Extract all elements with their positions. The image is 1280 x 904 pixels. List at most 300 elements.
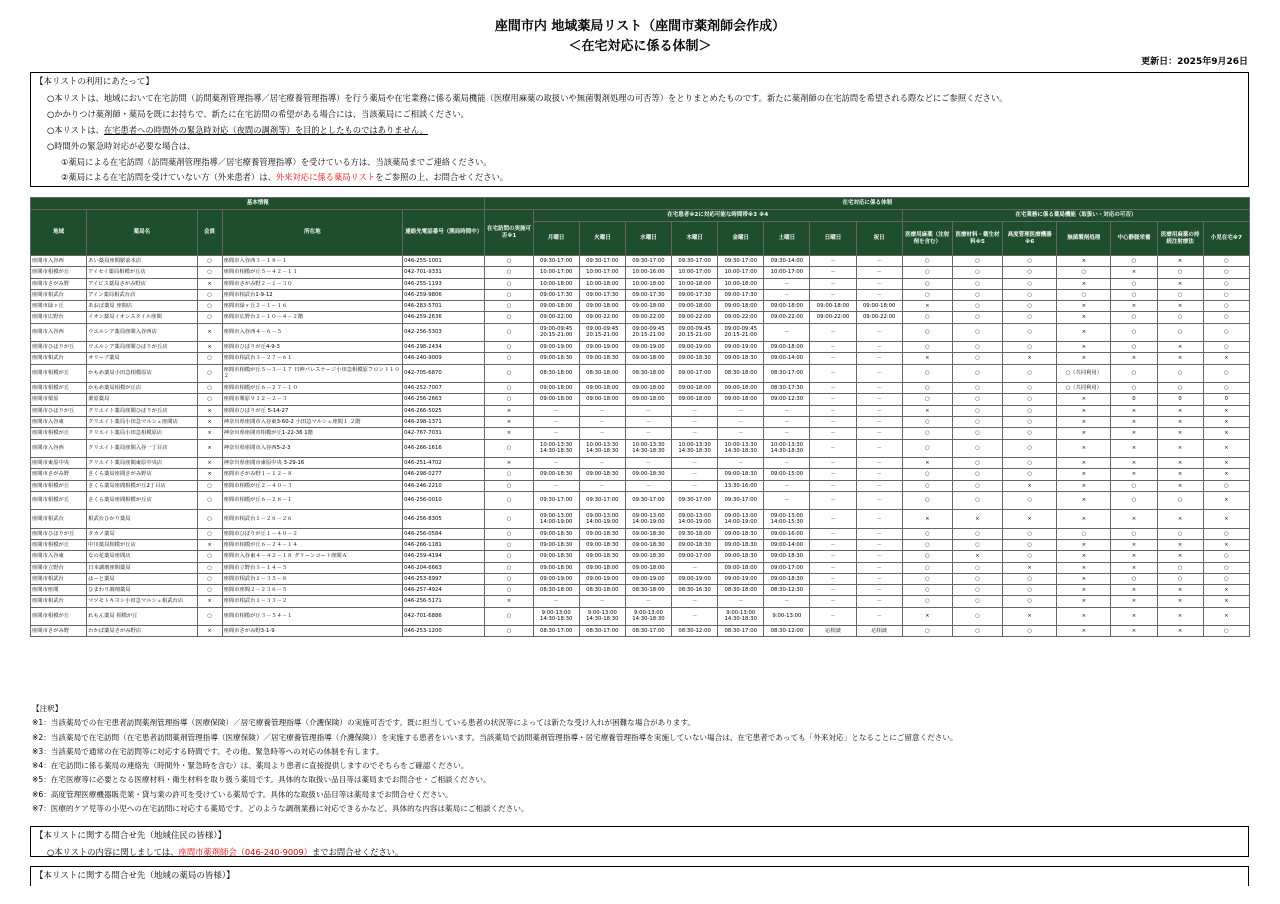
table-cell: × — [197, 278, 222, 289]
table-row — [31, 428, 1250, 439]
table-cell: － — [810, 394, 856, 405]
table-cell: × — [1111, 353, 1157, 364]
table-cell: × — [1203, 439, 1249, 457]
table-cell: かもめ薬局相模が丘店 — [87, 383, 197, 394]
table-cell: 09:00-17:00 — [672, 364, 718, 382]
table-cell: ○ — [485, 562, 533, 573]
table-cell: 9:00-13:00 14:30-18:30 — [718, 607, 764, 625]
table-cell: 09:00-18:30 — [718, 469, 764, 480]
table-cell: － — [856, 364, 902, 382]
table-cell: 09:00-18:00 — [856, 301, 902, 312]
table-row — [31, 573, 1250, 584]
table-cell: × — [952, 510, 1002, 528]
table-cell: ○ — [902, 551, 952, 562]
table-cell: × — [1203, 491, 1249, 509]
table-cell: × — [1057, 312, 1111, 323]
table-cell: 10:00-18:00 — [579, 278, 625, 289]
table-cell: 09:00-18:00 — [672, 301, 718, 312]
table-cell: 09:00-19:00 — [625, 573, 671, 584]
table-cell: ○ — [485, 353, 533, 364]
table-cell: ○ — [197, 491, 222, 509]
notes-section — [30, 702, 1250, 816]
table-cell: 座間市ひばりが丘 — [31, 405, 87, 416]
table-cell: ○ — [1111, 342, 1157, 353]
table-cell: 08:30-18:00 — [625, 585, 671, 596]
table-row — [31, 301, 1250, 312]
table-cell: 座間市相武台１－２６－２６ — [222, 510, 403, 528]
table-cell: ○ — [952, 278, 1002, 289]
table-cell: ○ — [902, 439, 952, 457]
table-cell: ○ — [1003, 458, 1057, 469]
table-cell: ○ — [902, 626, 952, 637]
table-cell: ○ — [902, 469, 952, 480]
table-cell: ○ — [485, 551, 533, 562]
table-cell: × — [1111, 405, 1157, 416]
table-cell: ○ — [952, 301, 1002, 312]
table-cell: ○ — [485, 394, 533, 405]
table-cell: × — [1057, 458, 1111, 469]
table-cell: ○ — [902, 256, 952, 267]
table-cell: － — [810, 256, 856, 267]
table-cell: × — [197, 428, 222, 439]
table-cell: れもん薬局 相模が丘 — [87, 607, 197, 625]
table-cell: ○ — [1111, 256, 1157, 267]
table-row — [31, 417, 1250, 428]
table-cell: ○ — [1003, 573, 1057, 584]
table-cell: なの花薬局座間店 — [87, 551, 197, 562]
table-cell: × — [1157, 458, 1203, 469]
table-cell: ○ — [1157, 528, 1203, 539]
table-cell: ○ — [1003, 491, 1057, 509]
table-cell: × — [1111, 562, 1157, 573]
table-cell: 10:00-13:30 14:30-18:30 — [718, 439, 764, 457]
table-cell: ○ — [485, 301, 533, 312]
table-cell: － — [810, 510, 856, 528]
table-cell: 09:00-18:30 — [718, 353, 764, 364]
table-cell: ○ — [1157, 383, 1203, 394]
table-cell: － — [579, 596, 625, 607]
table-cell: × — [1203, 596, 1249, 607]
col-function: 無菌製剤処理 — [1057, 222, 1111, 256]
table-cell: 08:30-18:00 — [579, 364, 625, 382]
table-cell: 09:30-17:00 — [672, 256, 718, 267]
table-row — [31, 491, 1250, 509]
table-cell: ○ — [952, 256, 1002, 267]
table-cell: 09:00-18:30 — [533, 528, 579, 539]
table-cell: 08:30-18:00 — [579, 585, 625, 596]
table-cell: はーと薬局 — [87, 573, 197, 584]
table-cell: 栗原薬局 — [87, 394, 197, 405]
table-row — [31, 405, 1250, 416]
table-cell: － — [810, 480, 856, 491]
table-cell: 09:00-17:30 — [672, 289, 718, 300]
table-cell: × — [1057, 573, 1111, 584]
table-row — [31, 510, 1250, 528]
table-row — [31, 323, 1250, 341]
table-cell: 09:00-18:00 — [672, 394, 718, 405]
table-cell: クリエイト薬局小田急マルシェ座間店 — [87, 417, 197, 428]
table-cell: 座間市ひばりが丘 5-14-27 — [222, 405, 403, 416]
table-cell: 09:00-17:30 — [533, 289, 579, 300]
table-cell: 座間市座間 — [31, 585, 87, 596]
table-cell: － — [810, 551, 856, 562]
table-cell: ウエルシア薬局座間入谷西店 — [87, 323, 197, 341]
table-cell: 10:00-16:00 — [625, 267, 671, 278]
table-cell: × — [197, 458, 222, 469]
table-cell: ○ — [485, 383, 533, 394]
table-cell: － — [856, 528, 902, 539]
col-home-visit: 在宅訪問の実施可否※1 — [485, 210, 533, 256]
table-cell: 09:00-13:00 14:00-19:00 — [672, 510, 718, 528]
table-cell: 09:00-19:00 — [625, 342, 671, 353]
table-cell: アイン薬局相武台店 — [87, 289, 197, 300]
table-cell: 座間市広野台 — [31, 312, 87, 323]
table-cell: 0 — [1157, 394, 1203, 405]
table-cell: ○ — [1003, 394, 1057, 405]
table-cell: 09:30-17:00 — [718, 256, 764, 267]
table-cell: × — [1057, 626, 1111, 637]
table-cell: 10:00-13:30 14:30-18:30 — [764, 439, 810, 457]
table-cell: 046-256-0584 — [403, 528, 485, 539]
table-cell: 10:00-17:00 — [672, 267, 718, 278]
table-cell: － — [625, 458, 671, 469]
table-cell: × — [1203, 469, 1249, 480]
table-cell: × — [902, 607, 952, 625]
table-cell: ○ — [197, 607, 222, 625]
table-cell: － — [672, 458, 718, 469]
table-cell: － — [856, 540, 902, 551]
contact-residents-box — [30, 826, 1249, 857]
table-cell: － — [533, 596, 579, 607]
table-cell: × — [1203, 405, 1249, 416]
table-cell: － — [764, 289, 810, 300]
table-cell: ○ — [197, 510, 222, 528]
table-cell: 09:00-18:00 — [718, 394, 764, 405]
table-cell: × — [1157, 439, 1203, 457]
table-cell: ○ — [952, 626, 1002, 637]
table-cell: × — [197, 323, 222, 341]
table-cell: 046-252-7007 — [403, 383, 485, 394]
table-cell: 座間市緑ヶ丘 — [31, 301, 87, 312]
table-row — [31, 353, 1250, 364]
table-cell: × — [1157, 596, 1203, 607]
table-cell: × — [1157, 480, 1203, 491]
table-cell: 042-701-9331 — [403, 267, 485, 278]
table-cell: 座間市入谷東 — [31, 417, 87, 428]
table-cell: ○ — [1003, 540, 1057, 551]
table-cell: 09:00-18:00 — [764, 301, 810, 312]
table-cell: － — [810, 428, 856, 439]
table-cell: － — [579, 417, 625, 428]
table-cell: ○ — [902, 383, 952, 394]
table-cell: × — [1157, 510, 1203, 528]
table-cell: 座間市相模が丘 — [31, 607, 87, 625]
table-cell: 座間市入谷西 — [31, 256, 87, 267]
table-cell: ○ — [197, 585, 222, 596]
usage-note-4: ○時間外の緊急時対応が必要な場合は、 — [47, 140, 196, 151]
table-cell: ○ — [902, 585, 952, 596]
group-home-care: 在宅対応に係る体制 — [485, 198, 1250, 210]
table-cell: 09:00-12:30 — [764, 394, 810, 405]
table-cell: 座間市相模が丘 — [31, 364, 87, 382]
table-cell: × — [1057, 428, 1111, 439]
table-cell: 09:30-17:00 — [533, 491, 579, 509]
table-cell: 座間市栗原 — [31, 394, 87, 405]
table-cell: 046-253-1200 — [403, 626, 485, 637]
table-cell: ○ — [485, 573, 533, 584]
table-cell: － — [764, 596, 810, 607]
contact-pharmacies-box — [30, 866, 1249, 886]
table-cell: × — [1157, 626, 1203, 637]
table-cell: － — [810, 417, 856, 428]
table-cell: × — [1157, 428, 1203, 439]
table-cell: ○ — [1111, 528, 1157, 539]
table-cell: 座間市ひばりが丘 — [31, 528, 87, 539]
table-cell: 09:00-17:30 — [718, 289, 764, 300]
table-cell: 座間市さがみ野 — [31, 626, 87, 637]
table-cell: 046-204-6663 — [403, 562, 485, 573]
table-cell: 座間市さがみ野 — [31, 469, 87, 480]
table-cell: 09:00-22:00 — [856, 312, 902, 323]
table-cell: － — [810, 278, 856, 289]
table-cell: 09:30-17:00 — [579, 256, 625, 267]
table-cell: 09:00-18:30 — [533, 469, 579, 480]
table-row — [31, 256, 1250, 267]
table-cell: マツモトキヨシ小田急マルシェ相武台店 — [87, 596, 197, 607]
table-cell: × — [1157, 551, 1203, 562]
page-title: 座間市内 地域薬局リスト（座間市薬剤師会作成） — [494, 19, 786, 34]
col-day: 水曜日 — [625, 222, 671, 256]
table-cell: － — [810, 607, 856, 625]
table-cell: 046-283-5701 — [403, 301, 485, 312]
table-cell: 09:00-18:00 — [533, 562, 579, 573]
table-cell: ○ — [197, 383, 222, 394]
table-cell: 046-256-0010 — [403, 491, 485, 509]
table-cell: 08:30-17:30 — [764, 383, 810, 394]
table-cell: ○ — [1203, 551, 1249, 562]
table-cell: × — [1203, 353, 1249, 364]
table-cell: 座間市入谷西４－６－５ — [222, 323, 403, 341]
table-cell: ○ — [952, 573, 1002, 584]
table-cell: 座間市入谷西 — [31, 323, 87, 341]
table-cell: ○ — [197, 353, 222, 364]
table-cell: ○ — [1157, 323, 1203, 341]
outpatient-list-link[interactable]: 外来対応に係る薬局リスト — [275, 172, 376, 183]
table-row — [31, 596, 1250, 607]
table-cell: － — [856, 417, 902, 428]
table-cell: ○ — [902, 573, 952, 584]
updated-date: 更新日：2025年9月26日 — [1141, 57, 1248, 67]
table-cell: × — [1057, 562, 1111, 573]
table-cell: 09:00-18:30 — [764, 573, 810, 584]
table-cell: ○ — [1003, 405, 1057, 416]
table-cell: 042-767-7031 — [403, 428, 485, 439]
table-cell: － — [856, 510, 902, 528]
note-5: ※5：在宅医療等に必要となる医療材料・衛生材料を取り扱う薬局です。具体的な取扱い品目等は薬局までお問合せ・ご相談ください。 — [32, 775, 491, 785]
table-cell: － — [810, 469, 856, 480]
table-cell: 座間市ひばりが丘１－４０－２ — [222, 528, 403, 539]
table-cell: 09:00-18:00 — [579, 394, 625, 405]
table-cell: × — [1111, 301, 1157, 312]
table-cell: ○ — [902, 562, 952, 573]
contact-residents-heading: 【本リストに関する問合せ先（地域住民の皆様）】 — [35, 831, 227, 841]
usage-note-1: ○本リストは、地域において在宅訪問（訪問薬剤管理指導／居宅療養管理指導）を行う薬局や在宅業務に係る薬局機能（医療用麻薬の取扱いや無菌製剤処理の可否等）をとりまとめたものです。新たに薬剤師の在宅訪問を希望される際などにご参照ください。 — [47, 92, 1008, 103]
table-cell: 046-256-2663 — [403, 394, 485, 405]
table-cell: 09:00-18:00 — [718, 383, 764, 394]
table-cell: 座間市相武台 — [31, 353, 87, 364]
table-cell: － — [856, 278, 902, 289]
table-cell: 座間市さがみ野１－１２－８ — [222, 469, 403, 480]
table-cell: ○ — [1203, 323, 1249, 341]
table-cell: 10:00-18:00 — [625, 278, 671, 289]
table-cell: × — [1057, 469, 1111, 480]
table-cell: 046-255-1001 — [403, 256, 485, 267]
table-cell: － — [764, 405, 810, 416]
table-cell: 09:00-18:30 — [533, 540, 579, 551]
table-cell: ○ — [485, 469, 533, 480]
table-cell: － — [625, 428, 671, 439]
table-cell: ○ — [1003, 323, 1057, 341]
table-cell: 09:00-18:30 — [625, 528, 671, 539]
table-cell: － — [533, 405, 579, 416]
table-cell: ○ — [1203, 364, 1249, 382]
notes-heading: 【注釈】 — [32, 704, 63, 713]
table-cell: 08:30-18:00 — [625, 364, 671, 382]
group-functions: 在宅業務に係る薬局機能（取扱い・対応の可否） — [902, 210, 1249, 222]
table-cell: 9:00-13:00 14:30-18:30 — [533, 607, 579, 625]
association-phone[interactable]: 座間市薬剤師会（046-240-9009） — [178, 846, 312, 857]
table-cell: × — [1111, 551, 1157, 562]
table-cell: 09:00-09:45 20:15-21:00 — [672, 323, 718, 341]
table-cell: クリエイト薬局座間入谷一丁目店 — [87, 439, 197, 457]
table-cell: ○ — [952, 312, 1002, 323]
table-cell: ○ — [197, 551, 222, 562]
table-cell: － — [856, 551, 902, 562]
table-cell: ○ — [1003, 342, 1057, 353]
table-cell: × — [1057, 551, 1111, 562]
table-cell: 09:00-14:00 — [764, 353, 810, 364]
col-function: 中心静脈栄養 — [1111, 222, 1157, 256]
table-cell: ○ — [197, 289, 222, 300]
table-cell: × — [1111, 540, 1157, 551]
table-cell: ○ — [197, 573, 222, 584]
table-cell: × — [1157, 540, 1203, 551]
usage-notes-heading: 【本リストの利用にあたって】 — [35, 77, 154, 87]
col-day: 火曜日 — [579, 222, 625, 256]
table-row — [31, 383, 1250, 394]
note-2: ※2：当該薬局で在宅訪問（在宅患者訪問薬剤管理指導（医療保険）／居宅療養管理指導（介護保険））を実施する患者をいいます。当該薬局で訪問薬剤管理指導・居宅療養管理指導を実施していない場合は、在宅患者であっても「外来対応」となることにご留意ください。 — [32, 732, 958, 742]
table-cell: ○ — [952, 458, 1002, 469]
table-cell: × — [1057, 510, 1111, 528]
table-cell: 座間市さがみ野２－１－３０ — [222, 278, 403, 289]
table-cell: 09:00-18:30 — [625, 551, 671, 562]
table-cell: ○ — [485, 626, 533, 637]
table-cell: ○ — [1003, 312, 1057, 323]
col-day: 金曜日 — [718, 222, 764, 256]
table-row — [31, 289, 1250, 300]
table-row — [31, 528, 1250, 539]
table-cell: × — [1111, 417, 1157, 428]
table-cell: × — [1157, 405, 1203, 416]
table-cell: 046-256-5171 — [403, 596, 485, 607]
table-cell: ○ — [485, 510, 533, 528]
table-row — [31, 267, 1250, 278]
note-3: ※3：当該薬局で通常の在宅訪問等に対応する時間です。その他、緊急時等への対応の体制を有します。 — [32, 746, 384, 756]
table-cell: ○ — [952, 469, 1002, 480]
table-cell: クリエイト薬局座間東原中央店 — [87, 458, 197, 469]
table-cell: 09:00-19:00 — [533, 342, 579, 353]
table-cell: － — [856, 458, 902, 469]
table-cell: ○ — [197, 394, 222, 405]
table-cell: × — [1157, 353, 1203, 364]
table-cell: － — [810, 528, 856, 539]
table-cell: ○ — [485, 342, 533, 353]
table-cell: ○ — [1111, 323, 1157, 341]
table-cell: － — [856, 405, 902, 416]
table-cell: 09:00-18:00 — [533, 383, 579, 394]
table-cell: × — [1111, 626, 1157, 637]
table-cell: 座間市入谷東４－４２－１８ グリーンコート座間Ａ — [222, 551, 403, 562]
table-cell: 座間市相模が丘３－５４－１ — [222, 607, 403, 625]
table-cell: ○ — [485, 528, 533, 539]
table-cell: ○ — [485, 289, 533, 300]
table-cell: － — [579, 428, 625, 439]
note-6: ※6：高度管理医療機器販売業・貸与業の許可を受けている薬局です。具体的な取扱い品目等は薬局までお問合せください。 — [32, 789, 453, 799]
table-cell: － — [764, 428, 810, 439]
table-row — [31, 480, 1250, 491]
table-cell: 08:30-12:00 — [764, 626, 810, 637]
table-cell: ○ — [1111, 278, 1157, 289]
table-cell: 09:30-17:00 — [579, 491, 625, 509]
table-cell: － — [810, 458, 856, 469]
table-cell: 13:30-16:00 — [718, 480, 764, 491]
table-cell: － — [856, 428, 902, 439]
table-cell: 座間市相武台 — [31, 596, 87, 607]
table-cell: ○ — [197, 562, 222, 573]
table-cell: × — [197, 417, 222, 428]
table-cell: × — [952, 551, 1002, 562]
table-cell: 09:00-16:00 — [764, 528, 810, 539]
table-cell: 09:00-19:00 — [718, 573, 764, 584]
table-cell: 応相談 — [810, 626, 856, 637]
table-cell: 09:00-18:00 — [810, 301, 856, 312]
table-cell: 09:00-09:45 20:15-21:00 — [533, 323, 579, 341]
table-cell: 09:00-18:00 — [625, 562, 671, 573]
table-cell: ○ — [952, 267, 1002, 278]
table-cell: 座間市相模が丘 — [31, 383, 87, 394]
table-cell: 046-259-9806 — [403, 289, 485, 300]
table-cell: 08:30-17:00 — [533, 626, 579, 637]
table-cell: 10:00-18:00 — [533, 278, 579, 289]
table-cell: × — [1057, 405, 1111, 416]
table-cell: 座間市相模が丘５－３－１７ 日神パレステージ小田急相模原フロント１０２ — [222, 364, 403, 382]
table-cell: ○ — [1203, 480, 1249, 491]
table-cell: 09:00-09:45 20:15-21:00 — [718, 323, 764, 341]
table-cell: － — [856, 353, 902, 364]
table-cell: ○ — [902, 540, 952, 551]
table-cell: × — [485, 417, 533, 428]
table-cell: × — [1057, 439, 1111, 457]
table-cell: ○ — [902, 312, 952, 323]
table-cell: 09:00-18:30 — [579, 353, 625, 364]
table-cell: 046-251-4702 — [403, 458, 485, 469]
table-cell: アイビス薬局さがみ野店 — [87, 278, 197, 289]
table-cell: － — [764, 458, 810, 469]
table-cell: 09:00-19:00 — [533, 573, 579, 584]
table-cell: さくら薬局座間さがみ野店 — [87, 469, 197, 480]
table-cell: ○（共同利用） — [1057, 383, 1111, 394]
table-cell: 046-259-2636 — [403, 312, 485, 323]
